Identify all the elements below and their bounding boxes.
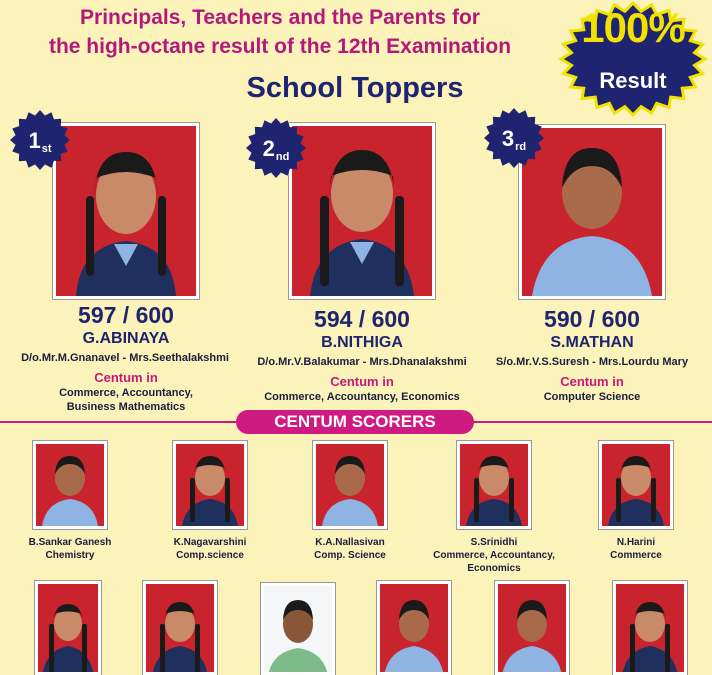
topper-1-parents: D/o.Mr.M.Gnanavel - Mrs.Seethalakshmi: [21, 352, 229, 364]
rank-1-label: 1st: [28, 128, 52, 155]
student-portrait-icon: [380, 584, 448, 672]
scorer-1-photo: [32, 440, 108, 530]
scorer-9-photo: [376, 580, 452, 675]
student-portrait-icon: [56, 126, 196, 296]
student-portrait-icon: [36, 444, 104, 526]
student-portrait-icon: [316, 444, 384, 526]
topper-2-subjects: Commerce, Accountancy, Economics: [264, 391, 460, 403]
topper-3-score: 590 / 600: [544, 306, 640, 332]
scorer-4-caption: S.Srinidhi Commerce, Accountancy, Economics: [433, 537, 555, 574]
centum-scorers-banner: CENTUM SCORERS: [236, 410, 474, 434]
scorer-3-caption: K.A.Nallasivan Comp. Science: [314, 537, 386, 561]
scorer-2-photo: [172, 440, 248, 530]
topper-2-centum-label: Centum in: [330, 374, 394, 389]
student-portrait-icon: [460, 444, 528, 526]
scorer-10-photo: [494, 580, 570, 675]
topper-1-subjects: Commerce, Accountancy, Business Mathematics: [59, 387, 193, 413]
topper-3-name: S.MATHAN: [550, 334, 634, 351]
student-portrait-icon: [616, 584, 684, 672]
scorer-5-caption: N.Harini Commerce: [610, 537, 662, 561]
topper-3-parents: S/o.Mr.V.S.Suresh - Mrs.Lourdu Mary: [495, 356, 689, 368]
topper-1-name: G.ABINAYA: [82, 330, 170, 347]
scorer-5-photo: [598, 440, 674, 530]
scorer-4-photo: [456, 440, 532, 530]
topper-1-score: 597 / 600: [78, 302, 174, 328]
scorer-3-photo: [312, 440, 388, 530]
topper-2-photo: [288, 122, 436, 300]
scorer-1-caption: B.Sankar Ganesh Chemistry: [28, 537, 112, 561]
student-portrait-icon: [498, 584, 566, 672]
school-toppers-title: School Toppers: [246, 72, 464, 104]
rank-2-label: 2nd: [262, 136, 290, 163]
seal-percent: 100%: [581, 4, 685, 51]
student-portrait-icon: [146, 584, 214, 672]
rank-3-label: 3rd: [501, 126, 527, 153]
topper-1-centum-label: Centum in: [94, 370, 158, 385]
student-portrait-icon: [38, 584, 98, 672]
student-portrait-icon: [264, 586, 332, 672]
headline-line-2: the high-octane result of the 12th Examination: [48, 35, 512, 58]
topper-1-photo: [52, 122, 200, 300]
topper-3-centum-label: Centum in: [560, 374, 624, 389]
student-portrait-icon: [176, 444, 244, 526]
student-portrait-icon: [292, 126, 432, 296]
scorer-6-photo: [34, 580, 102, 675]
scorer-11-photo: [612, 580, 688, 675]
topper-2-parents: D/o.Mr.V.Balakumar - Mrs.Dhanalakshmi: [257, 356, 467, 368]
scorer-2-caption: K.Nagavarshini Comp.science: [173, 537, 247, 561]
topper-3-subjects: Computer Science: [543, 391, 641, 403]
headline-line-1: Principals, Teachers and the Parents for: [80, 6, 480, 29]
topper-2-name: B.NITHIGA: [321, 334, 403, 351]
seal-label: Result: [599, 68, 667, 93]
scorer-7-photo: [142, 580, 218, 675]
scorer-8-photo: [260, 582, 336, 675]
topper-2-score: 594 / 600: [314, 306, 410, 332]
student-portrait-icon: [602, 444, 670, 526]
